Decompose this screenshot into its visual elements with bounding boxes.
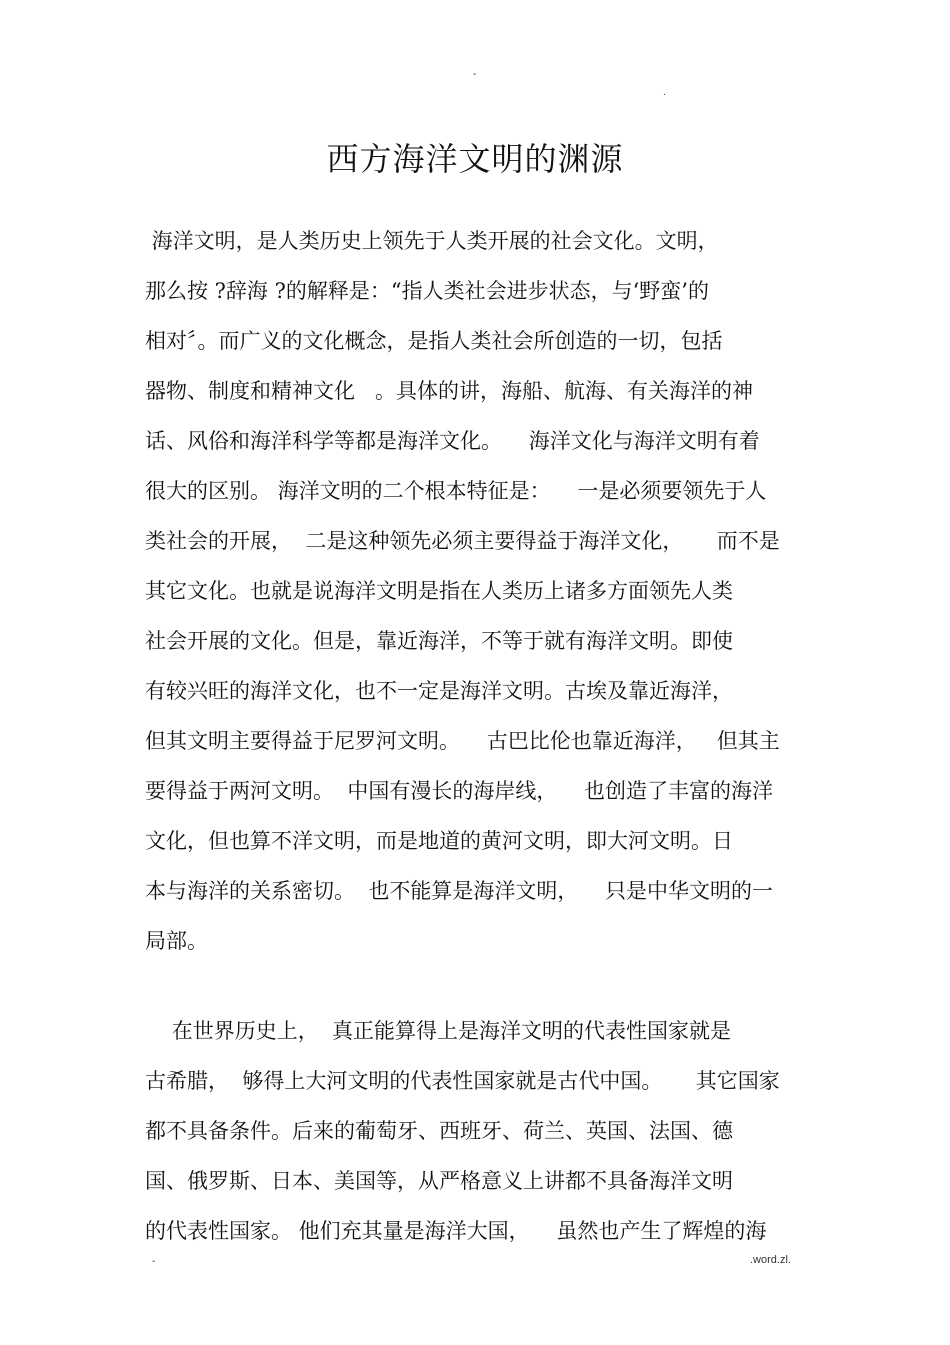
header-left-mark: - [473,69,477,80]
text-line: 局部。 [145,929,208,953]
text-line: 的代表性国家。 他们充其量是海洋大国， 虽然也产生了辉煌的海 [145,1219,767,1243]
text-line: 社会开展的文化。但是，靠近海洋，不等于就有海洋文明。即使 [145,629,733,653]
text-line: 那么按 ?辞海 ?的解释是：“指人类社会进步状态，与‘野蛮’的 [145,279,709,303]
text-line: 国、俄罗斯、日本、美国等，从严格意义上讲都不具备海洋文明 [145,1169,733,1193]
text-line: 古希腊， 够得上大河文明的代表性国家就是古代中国。 其它国家 [145,1069,780,1093]
text-line: 有较兴旺的海洋文化，也不一定是海洋文明。古埃及靠近海洋， [145,679,733,703]
text-line: 器物、制度和精神文化 。具体的讲，海船、航海、有关海洋的神 [145,379,754,403]
document-title: 西方海洋文明的渊源 [326,140,624,178]
text-line: 要得益于两河文明。 中国有漫长的海岸线， 也创造了丰富的海洋 [145,779,774,803]
footer-source-text: .word.zl. [750,1254,791,1266]
text-line: 但其文明主要得益于尼罗河文明。 古巴比伦也靠近海洋， 但其主 [145,729,780,753]
text-line: 很大的区别。 海洋文明的二个根本特征是： 一是必须要领先于人 [145,479,767,503]
text-line: 话、风俗和海洋科学等都是海洋文化。 海洋文化与海洋文明有着 [145,429,760,453]
text-line: 相对〞。而广义的文化概念，是指人类社会所创造的一切，包括 [145,329,723,353]
paragraph-1 [145,226,825,976]
footer-left-mark: - [152,1256,156,1267]
text-line: 本与海洋的关系密切。 也不能算是海洋文明， 只是中华文明的一 [145,879,774,903]
paragraph-2 [145,1016,825,1266]
document-body [145,226,825,1266]
text-line: 在世界历史上， 真正能算得上是海洋文明的代表性国家就是 [145,1019,732,1043]
text-line: 其它文化。也就是说海洋文明是指在人类历上诸多方面领先人类 [145,579,733,603]
text-line: 海洋文明，是人类历史上领先于人类开展的社会文化。文明， [145,229,719,253]
header-right-mark: . [663,87,666,98]
text-line: 都不具备条件。后来的葡萄牙、西班牙、荷兰、英国、法国、德 [145,1119,733,1143]
text-line: 类社会的开展， 二是这种领先必须主要得益于海洋文化， 而不是 [145,529,780,553]
text-line: 文化，但也算不洋文明，而是地道的黄河文明，即大河文明。日 [145,829,733,853]
